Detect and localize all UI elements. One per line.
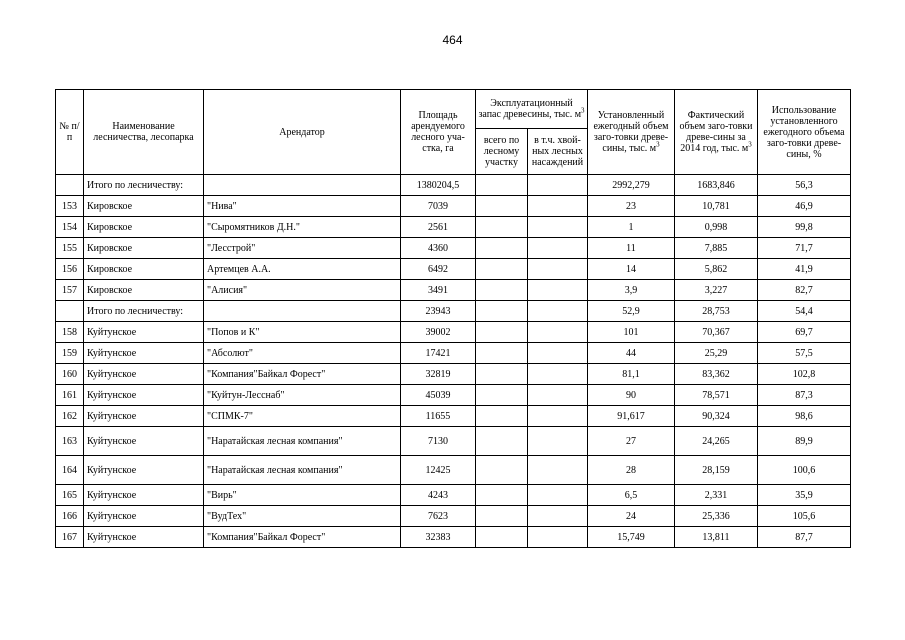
row-forestry-name: Куйтунское <box>84 385 204 406</box>
row-stock-coniferous <box>528 427 588 456</box>
row-stock-total <box>476 217 528 238</box>
table-row <box>56 385 851 406</box>
row-num: 156 <box>56 259 84 280</box>
row-num: 165 <box>56 485 84 506</box>
row-stock-coniferous <box>528 238 588 259</box>
row-usage: 46,9 <box>758 196 851 217</box>
row-usage: 100,6 <box>758 456 851 485</box>
table-row <box>56 217 851 238</box>
row-usage: 57,5 <box>758 343 851 364</box>
row-annual-volume: 24 <box>588 506 675 527</box>
row-actual-volume: 78,571 <box>675 385 758 406</box>
row-tenant: "ВудТех" <box>204 506 401 527</box>
row-forestry-name: Куйтунское <box>84 485 204 506</box>
row-usage: 69,7 <box>758 322 851 343</box>
row-tenant: "Абсолют" <box>204 343 401 364</box>
header-stock-total: всего по лесному участку <box>476 129 528 175</box>
row-area: 1380204,5 <box>401 175 476 196</box>
row-stock-coniferous <box>528 385 588 406</box>
row-tenant: "Компания"Байкал Форест" <box>204 527 401 548</box>
row-tenant: "Наратайская лесная компания" <box>204 456 401 485</box>
row-stock-coniferous <box>528 506 588 527</box>
row-annual-volume: 90 <box>588 385 675 406</box>
row-actual-volume: 28,753 <box>675 301 758 322</box>
row-stock-total <box>476 280 528 301</box>
row-annual-volume: 2992,279 <box>588 175 675 196</box>
row-area: 32383 <box>401 527 476 548</box>
row-actual-volume: 83,362 <box>675 364 758 385</box>
row-usage: 71,7 <box>758 238 851 259</box>
row-tenant <box>204 175 401 196</box>
row-annual-volume: 44 <box>588 343 675 364</box>
row-stock-total <box>476 506 528 527</box>
row-actual-volume: 28,159 <box>675 456 758 485</box>
row-actual-volume: 13,811 <box>675 527 758 548</box>
row-usage: 102,8 <box>758 364 851 385</box>
table-row <box>56 406 851 427</box>
row-usage: 41,9 <box>758 259 851 280</box>
header-tenant: Арендатор <box>204 90 401 175</box>
table-row <box>56 196 851 217</box>
row-usage: 87,7 <box>758 527 851 548</box>
header-actual-text: Фактический объем заго-товки древе-сины за 2014 год, тыс. м <box>679 110 753 154</box>
header-actual-sup: 3 <box>748 140 752 149</box>
table-row <box>56 322 851 343</box>
row-annual-volume: 6,5 <box>588 485 675 506</box>
row-usage: 54,4 <box>758 301 851 322</box>
table-row <box>56 301 851 322</box>
row-forestry-name: Куйтунское <box>84 343 204 364</box>
row-tenant: "Компания"Байкал Форест" <box>204 364 401 385</box>
row-area: 17421 <box>401 343 476 364</box>
row-annual-volume: 27 <box>588 427 675 456</box>
row-stock-total <box>476 175 528 196</box>
row-stock-coniferous <box>528 527 588 548</box>
row-annual-volume: 81,1 <box>588 364 675 385</box>
row-num: 159 <box>56 343 84 364</box>
row-num <box>56 301 84 322</box>
row-stock-coniferous <box>528 406 588 427</box>
row-area: 4243 <box>401 485 476 506</box>
row-actual-volume: 0,998 <box>675 217 758 238</box>
row-usage: 87,3 <box>758 385 851 406</box>
row-annual-volume: 14 <box>588 259 675 280</box>
row-actual-volume: 70,367 <box>675 322 758 343</box>
row-stock-coniferous <box>528 364 588 385</box>
row-usage: 98,6 <box>758 406 851 427</box>
row-num: 167 <box>56 527 84 548</box>
row-tenant: "Лесстрой" <box>204 238 401 259</box>
row-forestry-name: Кировское <box>84 280 204 301</box>
header-stock-text: Эксплуатационный запас древесины, тыс. м <box>478 98 582 120</box>
row-annual-volume: 101 <box>588 322 675 343</box>
row-actual-volume: 24,265 <box>675 427 758 456</box>
row-tenant: "Наратайская лесная компания" <box>204 427 401 456</box>
table-row <box>56 343 851 364</box>
row-stock-total <box>476 406 528 427</box>
row-area: 12425 <box>401 456 476 485</box>
row-num: 158 <box>56 322 84 343</box>
row-annual-volume: 52,9 <box>588 301 675 322</box>
row-stock-total <box>476 322 528 343</box>
row-forestry-name: Итого по лесничеству: <box>84 175 204 196</box>
row-forestry-name: Куйтунское <box>84 427 204 456</box>
row-tenant <box>204 301 401 322</box>
row-forestry-name: Кировское <box>84 196 204 217</box>
row-stock-total <box>476 427 528 456</box>
table-body <box>56 175 851 548</box>
row-forestry-name: Итого по лесничеству: <box>84 301 204 322</box>
row-actual-volume: 10,781 <box>675 196 758 217</box>
row-actual-volume: 7,885 <box>675 238 758 259</box>
row-actual-volume: 5,862 <box>675 259 758 280</box>
row-forestry-name: Куйтунское <box>84 506 204 527</box>
row-annual-volume: 15,749 <box>588 527 675 548</box>
table-row <box>56 280 851 301</box>
header-annual-volume <box>588 90 675 175</box>
row-stock-coniferous <box>528 456 588 485</box>
row-area: 11655 <box>401 406 476 427</box>
row-stock-total <box>476 259 528 280</box>
row-stock-coniferous <box>528 175 588 196</box>
header-usage: Использование установленного ежегодного объема заго-товки древе-сины, % <box>758 90 851 175</box>
header-actual-volume <box>675 90 758 175</box>
row-annual-volume: 1 <box>588 217 675 238</box>
header-stock <box>476 90 588 129</box>
row-forestry-name: Куйтунское <box>84 406 204 427</box>
row-tenant: "Вирь" <box>204 485 401 506</box>
row-num <box>56 175 84 196</box>
row-usage: 99,8 <box>758 217 851 238</box>
row-num: 160 <box>56 364 84 385</box>
row-num: 153 <box>56 196 84 217</box>
row-annual-volume: 28 <box>588 456 675 485</box>
row-stock-total <box>476 238 528 259</box>
row-stock-coniferous <box>528 196 588 217</box>
row-num: 161 <box>56 385 84 406</box>
row-stock-coniferous <box>528 485 588 506</box>
row-usage: 56,3 <box>758 175 851 196</box>
row-forestry-name: Кировское <box>84 217 204 238</box>
table-row <box>56 506 851 527</box>
row-num: 163 <box>56 427 84 456</box>
row-stock-total <box>476 301 528 322</box>
row-area: 3491 <box>401 280 476 301</box>
table-row <box>56 485 851 506</box>
row-tenant: "Сыромятников Д.Н." <box>204 217 401 238</box>
row-stock-total <box>476 196 528 217</box>
header-annual-text: Установленный ежегодный объем заго-товки древе-сины, тыс. м <box>593 110 669 154</box>
row-usage: 35,9 <box>758 485 851 506</box>
row-stock-total <box>476 456 528 485</box>
row-tenant: "Алисия" <box>204 280 401 301</box>
table-row <box>56 527 851 548</box>
row-num: 162 <box>56 406 84 427</box>
row-area: 7130 <box>401 427 476 456</box>
row-actual-volume: 1683,846 <box>675 175 758 196</box>
row-area: 4360 <box>401 238 476 259</box>
row-num: 164 <box>56 456 84 485</box>
row-actual-volume: 2,331 <box>675 485 758 506</box>
table-row <box>56 259 851 280</box>
row-tenant: "СПМК-7" <box>204 406 401 427</box>
row-area: 7623 <box>401 506 476 527</box>
row-num: 166 <box>56 506 84 527</box>
row-area: 23943 <box>401 301 476 322</box>
table-row <box>56 238 851 259</box>
row-area: 2561 <box>401 217 476 238</box>
row-stock-coniferous <box>528 280 588 301</box>
header-stock-coniferous: в т.ч. хвой-ных лесных насаждений <box>528 129 588 175</box>
row-stock-coniferous <box>528 259 588 280</box>
row-forestry-name: Куйтунское <box>84 527 204 548</box>
row-num: 155 <box>56 238 84 259</box>
row-usage: 82,7 <box>758 280 851 301</box>
row-stock-coniferous <box>528 322 588 343</box>
timber-harvest-table <box>55 89 851 548</box>
table-row <box>56 456 851 485</box>
row-forestry-name: Куйтунское <box>84 456 204 485</box>
row-actual-volume: 25,336 <box>675 506 758 527</box>
row-annual-volume: 23 <box>588 196 675 217</box>
row-forestry-name: Кировское <box>84 259 204 280</box>
row-usage: 89,9 <box>758 427 851 456</box>
table-row <box>56 427 851 456</box>
row-stock-total <box>476 385 528 406</box>
row-num: 157 <box>56 280 84 301</box>
header-annual-sup: 3 <box>656 140 660 149</box>
row-area: 39002 <box>401 322 476 343</box>
row-tenant: Артемцев А.А. <box>204 259 401 280</box>
row-annual-volume: 11 <box>588 238 675 259</box>
row-annual-volume: 91,617 <box>588 406 675 427</box>
table-row <box>56 364 851 385</box>
row-forestry-name: Куйтунское <box>84 322 204 343</box>
header-stock-sup: 3 <box>581 106 585 115</box>
row-stock-total <box>476 364 528 385</box>
row-usage: 105,6 <box>758 506 851 527</box>
row-tenant: "Попов и К" <box>204 322 401 343</box>
row-area: 45039 <box>401 385 476 406</box>
row-actual-volume: 3,227 <box>675 280 758 301</box>
row-tenant: "Куйтун-Лесснаб" <box>204 385 401 406</box>
row-forestry-name: Куйтунское <box>84 364 204 385</box>
row-tenant: "Нива" <box>204 196 401 217</box>
row-num: 154 <box>56 217 84 238</box>
row-area: 7039 <box>401 196 476 217</box>
header-area: Площадь арендуемого лесного уча-стка, га <box>401 90 476 175</box>
row-stock-coniferous <box>528 217 588 238</box>
row-actual-volume: 25,29 <box>675 343 758 364</box>
row-stock-coniferous <box>528 343 588 364</box>
row-area: 32819 <box>401 364 476 385</box>
row-annual-volume: 3,9 <box>588 280 675 301</box>
row-stock-total <box>476 343 528 364</box>
row-actual-volume: 90,324 <box>675 406 758 427</box>
header-forestry-name: Наименование лесничества, лесопарка <box>84 90 204 175</box>
header-num: № п/п <box>56 90 84 175</box>
page-number: 464 <box>442 33 463 47</box>
row-forestry-name: Кировское <box>84 238 204 259</box>
row-area: 6492 <box>401 259 476 280</box>
table-row <box>56 175 851 196</box>
row-stock-total <box>476 527 528 548</box>
row-stock-coniferous <box>528 301 588 322</box>
row-stock-total <box>476 485 528 506</box>
